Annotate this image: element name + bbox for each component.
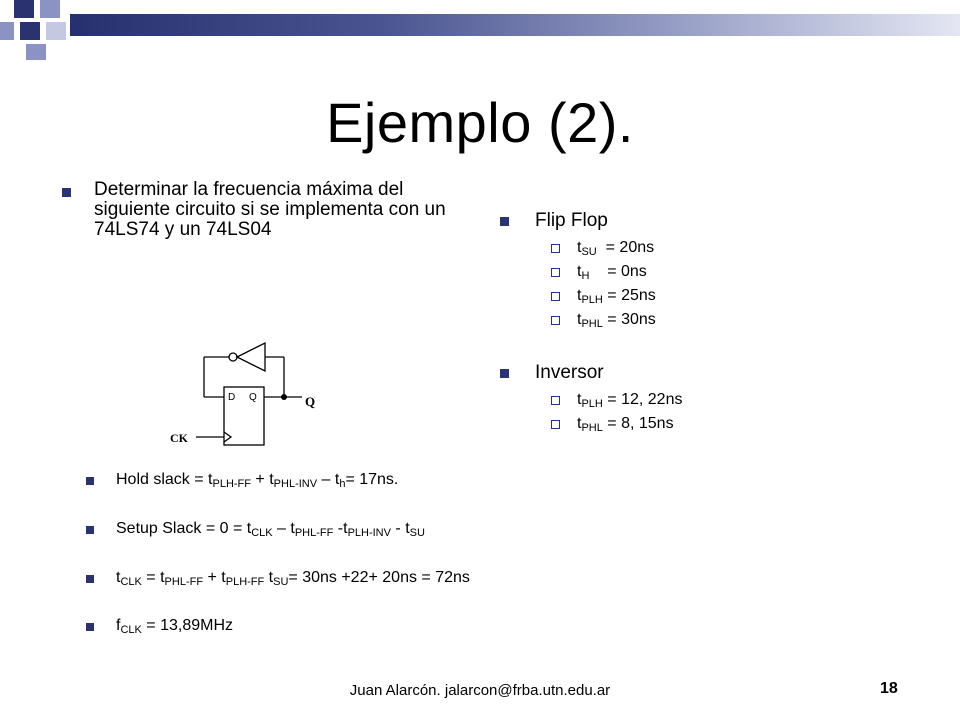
inv-item-bullet [551,396,560,405]
ff-item-bullet [551,268,560,277]
ck-label: CK [170,431,188,445]
inverter-bubble [229,353,237,361]
page-number: 18 [880,680,898,697]
calc-bullet [86,623,94,631]
tclk-line: $t_{CLK} = t_{PHL-FF} + t_{PLH-FF}$ $t_{SU}= 30ns +22+ 20ns = 72ns$ [116,569,470,588]
inversor-title: Inversor [535,362,604,383]
ff-label-d: D [228,392,236,403]
footer-author: Juan Alarcón. jalarcon@frba.utn.edu.ar [349,682,611,699]
logo-square-2 [40,0,60,18]
ff-item-th: $t_H$ = 0ns [577,263,647,282]
ff-item-bullet [551,316,560,325]
clock-input-wedge [224,432,231,442]
inverter-gate [237,343,265,371]
hold-slack-line: Hold slack = $t_{PLH-FF} + t_{PHL-INV} - t_h= 17ns$. [116,471,399,490]
ff-item-bullet [551,244,560,253]
inv-item-bullet [551,420,560,429]
logo-square-5 [46,22,66,40]
intro-text: Determinar la frecuencia máxima del siguiente circuito si se implementa con un 74LS74 y un 74LS04 [94,179,446,240]
inv-item-tplh: $t_{PLH} = 12$, 22ns [577,391,683,410]
ff-label-q: Q [249,392,257,403]
logo-square-1 [14,0,34,18]
calc-bullet [86,575,94,583]
logo-square-6 [26,44,46,60]
slide-title: Ejemplo (2). [326,91,634,154]
flipflop-title: Flip Flop [535,210,608,231]
intro-bullet [62,188,71,197]
flipflop-bullet [500,217,509,226]
ff-item-tsu: $t_{SU} = 20ns$ [577,239,655,258]
fclk-line: $f_{CLK} = 13,89MHz$ [116,617,234,636]
inv-item-tphl: $t_{PHL} = 8$, 15ns [577,415,674,434]
logo-square-4 [20,22,40,40]
ff-item-tphl: $t_{PHL} = 30ns$ [577,311,656,330]
inversor-bullet [500,369,509,378]
q-output-label: Q [305,394,316,409]
ff-item-bullet [551,292,560,301]
junction-dot [281,394,287,400]
ff-item-tplh: $t_{PLH} = 25ns$ [577,287,656,306]
header-gradient-bar [70,14,960,36]
setup-slack-line: Setup Slack = $0 = t_{CLK} - t_{PHL-FF}$ $-t_{PLH-INV} - t_{SU}$ [116,520,425,539]
calc-bullet [86,477,94,485]
logo-square-3 [0,22,14,40]
calc-bullet [86,526,94,534]
flipflop-block [224,387,264,445]
